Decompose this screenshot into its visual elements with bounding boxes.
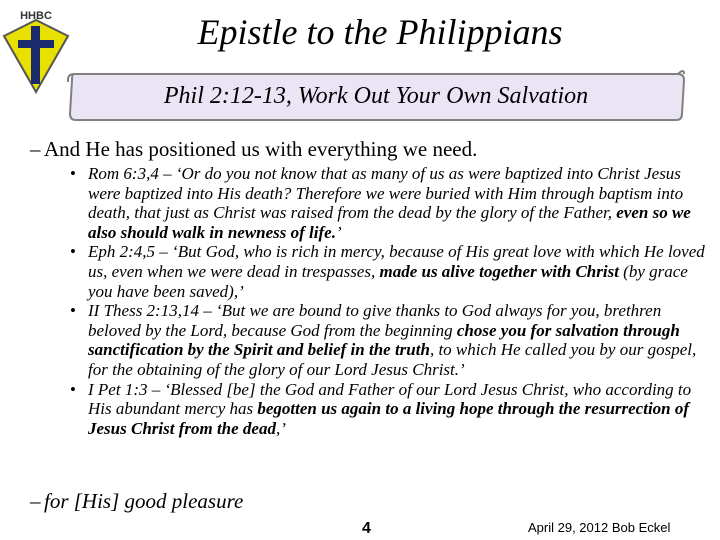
bullet-list — [70, 164, 708, 438]
cross-logo-icon — [2, 8, 72, 94]
church-logo — [2, 8, 72, 94]
logo-text: HHBC — [20, 10, 52, 22]
scripture-text: Rom 6:3,4 – ‘Or do you not know that as many of us as were baptized into Christ Jesus were baptized into His death? Therefore we were buried with Him through baptism into death, that just as Christ was raised from the dead by the glory of the Father, — [88, 164, 684, 223]
last-point-text: for [His] good pleasure — [44, 489, 244, 513]
last-point — [30, 489, 644, 513]
emphasis-text: made us alive together with Christ — [379, 261, 619, 281]
bullet-dot-icon: • — [70, 301, 76, 321]
dash-marker: – — [30, 489, 41, 513]
emphasis-text: begotten us again to a living hope through the resurrection of Jesus Christ from the dead — [88, 399, 690, 438]
scripture-text: I Pet 1:3 – ‘Blessed [be] the God and Father of our Lord Jesus Christ, who according to His abundant mercy has — [88, 379, 692, 419]
scripture-text: ’ — [335, 222, 342, 242]
main-point — [30, 137, 694, 161]
scripture-bullet — [70, 379, 708, 439]
slide-title: Epistle to the Philippians — [197, 12, 563, 52]
page-number: 4 — [362, 520, 371, 537]
scripture-text: II Thess 2:13,14 – ‘But we are bound to give thanks to God always for you, brethren beloved by the Lord, because God from the beginning — [88, 301, 662, 340]
bullet-dot-icon: • — [70, 242, 76, 262]
subtitle: Phil 2:12-13, Work Out Your Own Salvation — [163, 83, 589, 109]
scripture-text: , to which He called you by our gospel, for the obtaining of the glory of our Lord Jesus Christ.’ — [88, 340, 697, 379]
scripture-text: (by grace you have been saved),’ — [88, 261, 688, 301]
main-point-text: And He has positioned us with everything we need. — [44, 137, 478, 161]
bullet-dot-icon: • — [70, 164, 76, 183]
emphasis-text: even so we also should walk in newness of life. — [88, 203, 691, 242]
dash-marker: – — [30, 137, 41, 161]
emphasis-text: chose you for salvation through sanctification by the Spirit and belief in the truth — [88, 320, 680, 360]
footer-date-author: April 29, 2012 Bob Eckel — [528, 520, 671, 535]
scripture-bullet — [70, 242, 708, 301]
scripture-bullet — [70, 301, 708, 379]
scripture-bullet — [70, 164, 708, 242]
scripture-text: ,’ — [275, 418, 286, 438]
subtitle-banner — [66, 68, 686, 122]
bullet-dot-icon: • — [70, 379, 76, 399]
scripture-text: Eph 2:4,5 – ‘But God, who is rich in mercy, because of His great love with which He loved us, even when we were dead in trespasses, — [88, 242, 705, 281]
